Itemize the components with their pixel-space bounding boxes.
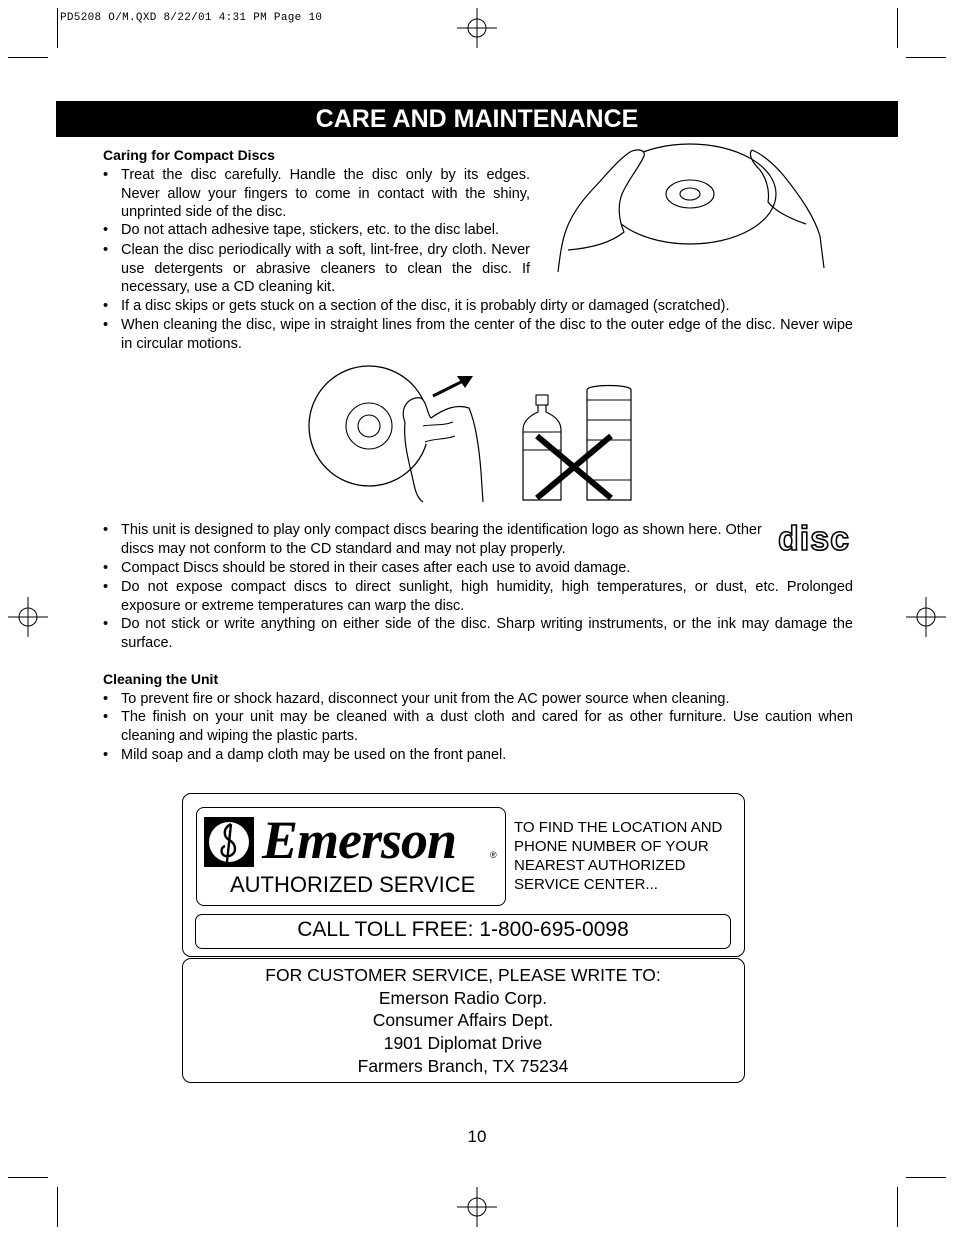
section-heading-caring: Caring for Compact Discs: [103, 147, 275, 163]
customer-service-address: [182, 964, 744, 1078]
list-item: [103, 221, 530, 240]
brand-logo-text: Emerson: [262, 810, 457, 870]
crop-mark: [8, 57, 48, 58]
bullet: •: [103, 579, 109, 595]
crop-mark: [906, 57, 946, 58]
list-item: [103, 521, 781, 558]
bullet: •: [103, 560, 109, 576]
bullet: •: [103, 709, 109, 725]
registration-mark-icon: [457, 1187, 497, 1227]
find-line: NEAREST AUTHORIZED: [514, 857, 686, 874]
list-item: [103, 578, 853, 615]
list-item-text: When cleaning the disc, wipe in straight lines from the center of the disc to the outer edge of the disc. Never wipe in circular motions.: [121, 317, 853, 352]
registration-mark-icon: [8, 597, 48, 637]
list-item-text: Mild soap and a damp cloth may be used on the front panel.: [121, 747, 507, 763]
bullet: •: [103, 522, 109, 538]
list-item-text: If a disc skips or gets stuck on a section of the disc, it is probably dirty or damaged (scratched).: [121, 298, 730, 314]
bullet: •: [103, 616, 109, 632]
bullet: •: [103, 242, 109, 258]
list-item-text: Do not attach adhesive tape, stickers, etc. to the disc label.: [121, 222, 500, 238]
compact-disc-logo: [778, 519, 852, 555]
list-item-text: Do not stick or write anything on either side of the disc. Sharp writing instruments, or the ink may damage the surface.: [121, 616, 853, 651]
list-item: [103, 166, 530, 222]
crop-mark: [57, 1187, 58, 1227]
list-item: [103, 615, 853, 652]
page-number: 10: [467, 1127, 487, 1146]
disc-logo-text: disc: [778, 520, 851, 555]
hands-holding-disc-illustration: [552, 140, 832, 280]
list-item: [103, 708, 853, 745]
list-item: [103, 241, 530, 297]
address-line: FOR CUSTOMER SERVICE, PLEASE WRITE TO:: [265, 965, 661, 985]
bullet: •: [103, 317, 109, 333]
address-line: Farmers Branch, TX 75234: [357, 1055, 569, 1076]
address-line: 1901 Diplomat Drive: [383, 1033, 543, 1054]
list-item-text: Compact Discs should be stored in their cases after each use to avoid damage.: [121, 560, 631, 576]
list-item: [103, 559, 853, 578]
crop-mark: [8, 1177, 48, 1178]
list-item: [103, 316, 853, 353]
crop-mark: [897, 1187, 898, 1227]
registration-mark-icon: [906, 597, 946, 637]
bullet: •: [103, 691, 109, 707]
bullet: •: [103, 747, 109, 763]
print-slug: PD5208 O/M.QXD 8/22/01 4:31 PM Page 10: [60, 12, 323, 24]
toll-free-number: CALL TOLL FREE: 1-800-695-0098: [297, 918, 629, 941]
bullet: •: [103, 222, 109, 238]
list-item-text: Treat the disc carefully. Handle the disc only by its edges. Never allow your fingers to come in contact with the shiny, unprinted side of the disc.: [121, 167, 530, 220]
list-item: [103, 297, 853, 316]
list-item-text: Do not expose compact discs to direct sunlight, high humidity, high temperatures, or dust, etc. Prolonged exposure or extreme temperatures can warp the disc.: [121, 579, 853, 614]
find-location-text: [514, 818, 722, 894]
authorized-service-label: AUTHORIZED SERVICE: [230, 872, 476, 897]
list-item-text: This unit is designed to play only compact discs bearing the identification logo as shown here. Other discs may not conform to the CD standard and may not play properly.: [121, 522, 762, 557]
crop-mark: [57, 8, 58, 48]
page-title: CARE AND MAINTENANCE: [56, 101, 898, 137]
crop-mark: [906, 1177, 946, 1178]
list-item: [103, 690, 853, 709]
list-item: [103, 746, 853, 765]
treble-clef-logo-icon: [203, 816, 255, 868]
address-line: Emerson Radio Corp.: [378, 987, 548, 1008]
list-item-text: The finish on your unit may be cleaned with a dust cloth and cared for as other furniture. Use caution when cleaning and wiping the plastic parts.: [121, 709, 853, 744]
section-heading-cleaning: Cleaning the Unit: [103, 671, 219, 687]
list-item-text: To prevent fire or shock hazard, disconnect your unit from the AC power source when cleaning.: [121, 691, 730, 707]
wiping-disc-illustration: [305, 362, 485, 504]
list-item-text: Clean the disc periodically with a soft, lint-free, dry cloth. Never use detergents or abrasive cleaners to clean the disc. If necessary, use a CD cleaning kit.: [121, 242, 530, 295]
registered-mark: ®: [490, 850, 497, 860]
bullet: •: [103, 167, 109, 183]
bullet: •: [103, 298, 109, 314]
find-line: TO FIND THE LOCATION AND: [514, 819, 723, 836]
find-line: PHONE NUMBER OF YOUR: [514, 838, 709, 855]
registration-mark-icon: [457, 8, 497, 48]
crop-mark: [897, 8, 898, 48]
no-detergents-illustration: [515, 380, 640, 510]
find-line: SERVICE CENTER...: [514, 876, 658, 893]
address-line: Consumer Affairs Dept.: [372, 1010, 554, 1031]
